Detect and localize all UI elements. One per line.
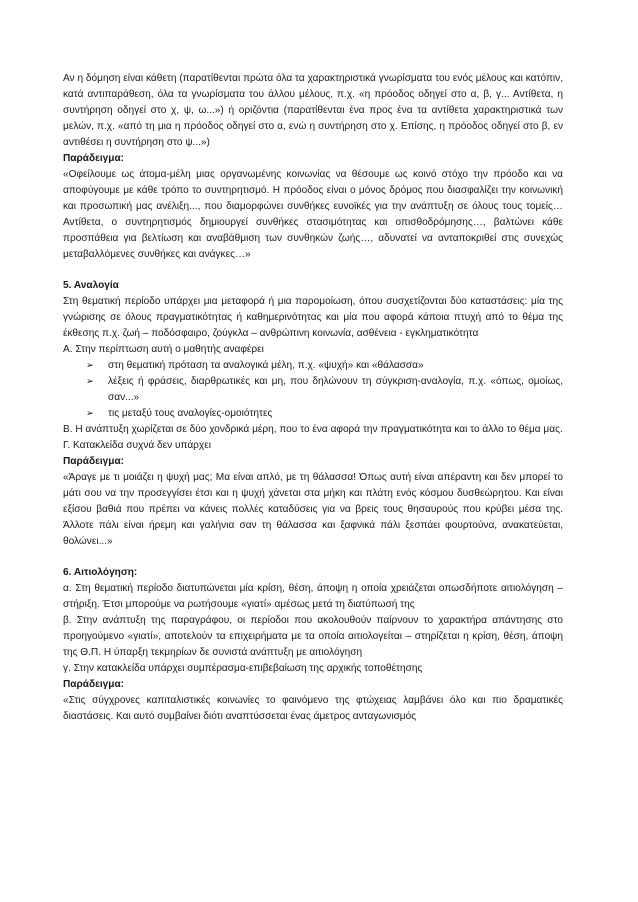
example-text: «Οφείλουμε ως άτομα-μέλη μιας οργανωμένης κοινωνίας να θέσουμε ως κοινό στόχο την πρόοδο και να αποφύγουμε με κάθε τρόπο το συντηρητισμό. Η πρόοδος είναι ο μόνος δρόμος που διασφαλίζει την κοινωνική και προσωπική μας ανέλιξη..., που διαμορφώνει συνθήκες ευνοϊκές για την ανάπτυξη σε όλους τους τομείς… Αντίθετα, ο συντηρητισμός δημιουργεί συνθήκες στασιμότητας και οπισθοδρόμησης…, βαλτώνει κάθε προσπάθεια για βελτίωση και αναβάθμιση των συνθηκών ζωής…, αδυνατεί να ανταποκριθεί στις συνεχώς μεταβαλλόμενες συνθήκες και ανάγκες…»: [63, 169, 563, 260]
analogy-point-a: Α. Στην περίπτωση αυτή ο μαθητής αναφέρει: [63, 344, 264, 355]
arrow-bullet-icon: ➢: [86, 376, 94, 387]
analogy-paragraph: Στη θεματική περίοδο υπάρχει μια μεταφορά ή μια παρομοίωση, όπου συσχετίζονται δύο καταστάσεις: μία της γνώρισης σε όλους πραγματικότητας ή καθημερινότητας και μία που αφορά κάποια πτυχή από το θέμα της έκθεσης π.χ. ζωή – ποδόσφαιρο, ζούγκλα – ανθρώπινη κοινωνία, ασθένεια - εγκληματικότητα: [63, 296, 563, 339]
arrow-bullet-icon: ➢: [86, 360, 94, 371]
analogy-point-c: Γ. Κατακλείδα συχνά δεν υπάρχει: [63, 440, 211, 451]
section-gap: [63, 550, 563, 565]
bullet-item: [86, 358, 563, 374]
intro-paragraph: Αν η δόμηση είναι κάθετη (παρατίθενται πρώτα όλα τα χαρακτηριστικά γνωρίσματα του ενός μέλους και κατόπιν, κατά αντιπαράθεση, όλα τα γνωρίσματα του άλλου μέλους, π.χ. «η πρόοδος οδηγεί στο α, β, γ... Αντίθετα, η συντήρηση οδηγεί στο χ, ψ, ω...») ή οριζόντια (παρατίθενται ένα προς ένα τα αντίθετα χαρακτηριστικά των μελών, π.χ. «από τη μια η πρόοδος οδηγεί στο α, ενώ η συντήρηση στο χ. Επίσης, η πρόοδος οδηγεί στο β, εν αντιθέσει η συντήρηση στο ψ...»): [63, 73, 563, 148]
section-heading-justification: 6. Αιτιολόγηση:: [63, 567, 138, 578]
section-heading-analogy: 5. Αναλογία: [63, 280, 119, 291]
bullet-item: [86, 374, 563, 406]
example-label: Παράδειγμα:: [63, 153, 125, 164]
justification-point-c: γ. Στην κατακλείδα υπάρχει συμπέρασμα-επιβεβαίωση της αρχικής τοποθέτησης: [63, 663, 423, 674]
section-gap: [63, 263, 563, 278]
analogy-bullet-list: [63, 358, 563, 422]
bullet-text: λέξεις ή φράσεις, διαρθρωτικές και μη, που δηλώνουν τη σύγκριση-αναλογία, π.χ. «όπως, ομοίως, σαν...»: [108, 376, 563, 403]
bullet-item: [86, 406, 563, 422]
example-label: Παράδειγμα:: [63, 679, 125, 690]
example-label: Παράδειγμα:: [63, 456, 125, 467]
example-text: «Άραγε με τι μοιάζει η ψυχή μας; Μα είναι απλό, με τη θάλασσα! Όπως αυτή είναι απέραντη και δεν μπορεί το μάτι σου να την προσεγγίσει έτσι και η ψυχή χάνεται στα μήκη και πλάτη ενός κόσμου δυσθεώρητου. Και είναι εξίσου βαθιά που πρέπει να κάνεις πολλές καταδύσεις για να βρεις τους θησαυρούς που κρύβει μέσα της. Άλλοτε πάλι είναι ήρεμη και γαλήνια σαν τη θάλασσα και ξαφνικά πάλι ξεσπάει φουρτούνα, ανακατεύεται, θολώνει...»: [63, 472, 563, 547]
bullet-text: στη θεματική πρόταση τα αναλογικά μέλη, π.χ. «ψυχή» και «θάλασσα»: [108, 360, 424, 371]
example-text: «Στις σύγχρονες καπιταλιστικές κοινωνίες το φαινόμενο της φτώχειας λαμβάνει όλο και πιο δραματικές διαστάσεις. Και αυτό συμβαίνει διότι αναπτύσσεται ένας άμετρος ανταγωνισμός: [63, 695, 563, 722]
analogy-point-b: Β. Η ανάπτυξη χωρίζεται σε δύο χονδρικά μέρη, που το ένα αφορά την πραγματικότητα και το άλλο το θέμα μας.: [63, 424, 563, 435]
bullet-text: τις μεταξύ τους αναλογίες-ομοιότητες: [108, 408, 273, 419]
arrow-bullet-icon: ➢: [86, 408, 94, 419]
justification-point-a: α. Στη θεματική περίοδο διατυπώνεται μία κρίση, θέση, άποψη η οποία χρειάζεται οπωσδήποτε αιτιολόγηση – στήριξη. Έτσι μπορούμε να ρωτήσουμε «γιατί» αμέσως μετά τη διατύπωσή της: [63, 583, 563, 610]
justification-point-b: β. Στην ανάπτυξη της παραγράφου, οι περίοδοι που ακολουθούν παίρνουν το χαρακτήρα απάντησης στο προηγούμενο «γιατί», αποτελούν τα επιχειρήματα με τα οποία αιτιολογείται – στηρίζεται η κρίση, θέση, άποψη της Θ.Π. Η ύπαρξη τεκμηρίων δε συνιστά ανάπτυξη με αιτιολόγηση: [63, 615, 563, 658]
